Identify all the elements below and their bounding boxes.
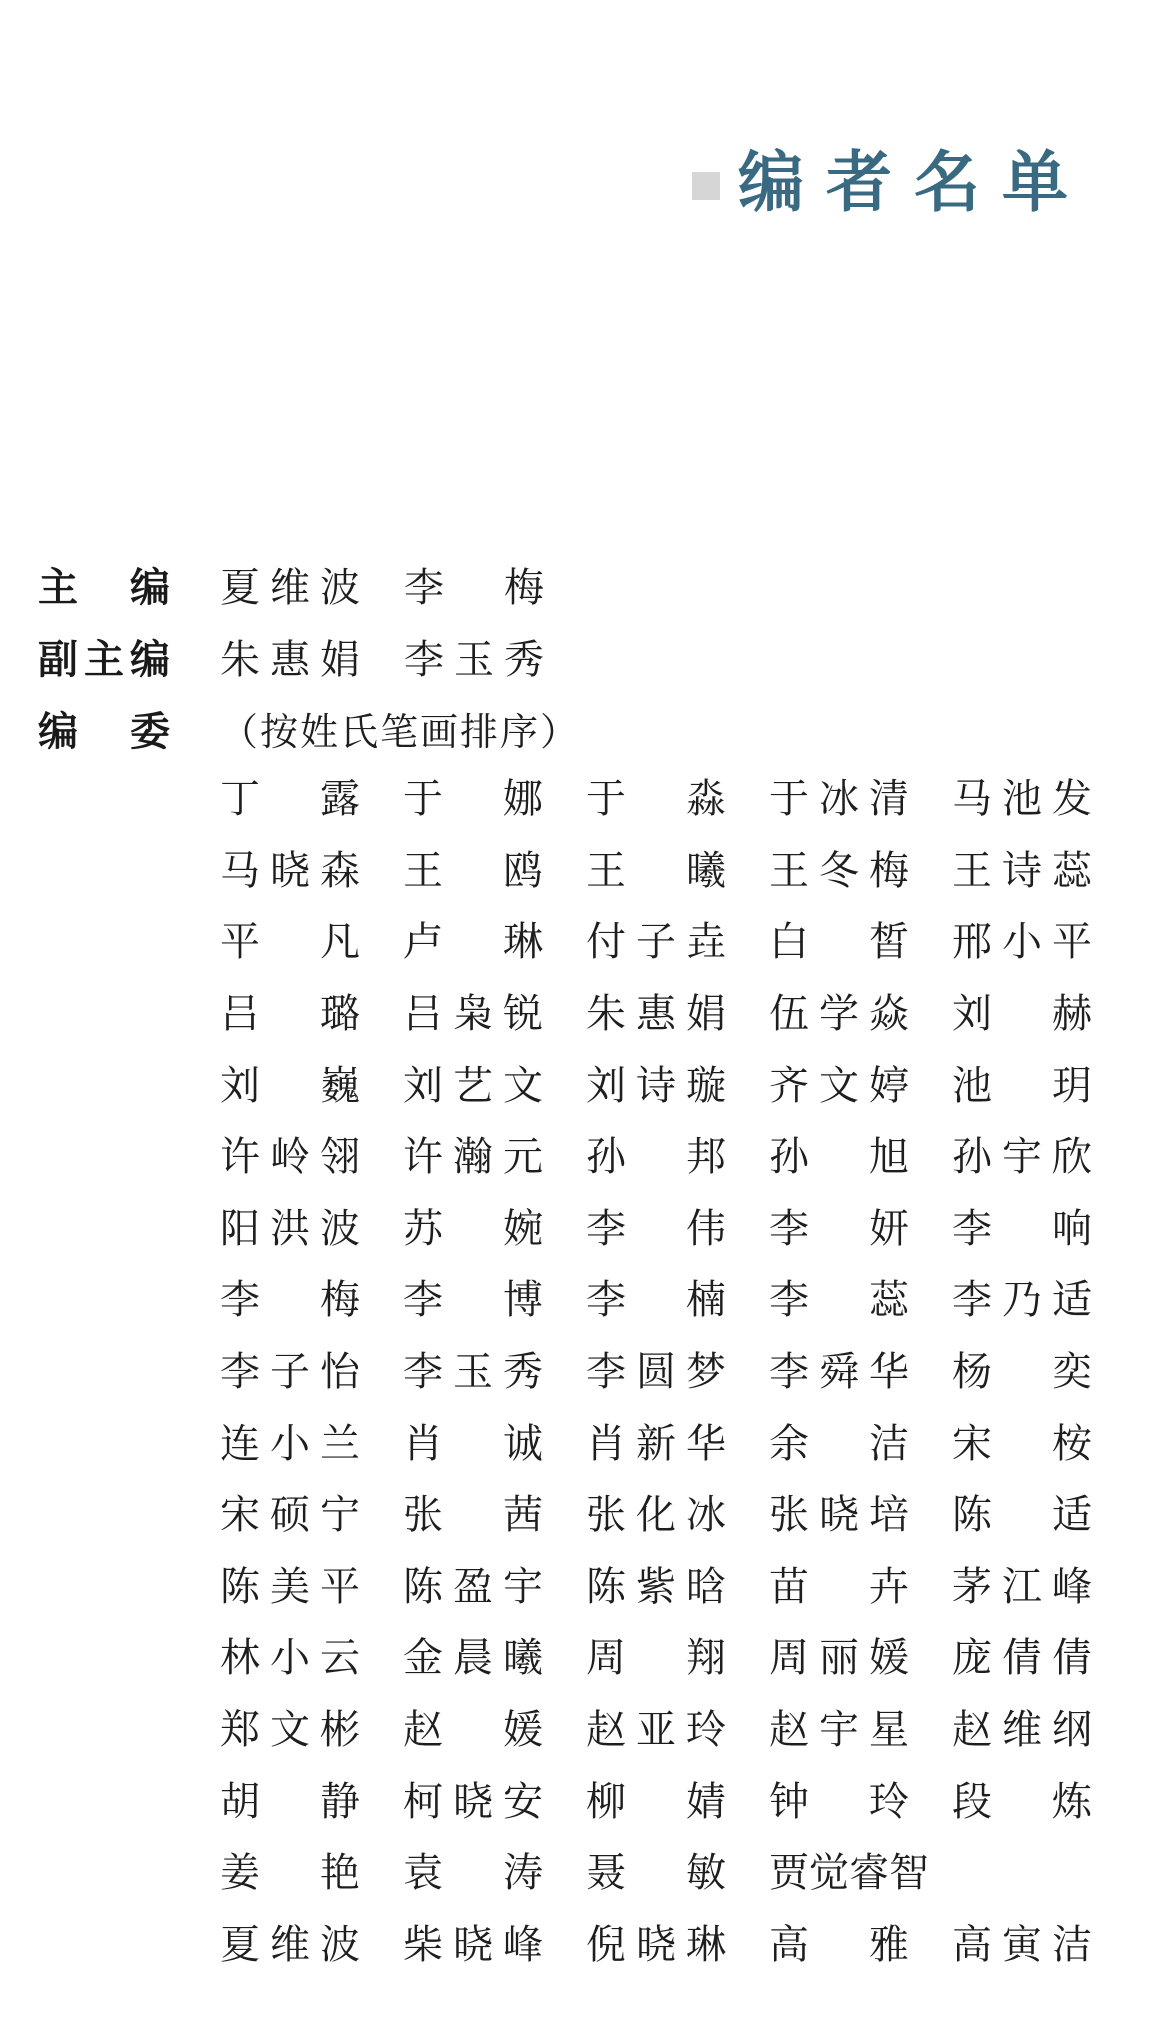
committee-member-name: 刘 赫 xyxy=(952,991,1092,1038)
committee-label: 编 委 xyxy=(38,708,170,755)
member-row xyxy=(220,975,1092,1047)
committee-member-name: 杨 奕 xyxy=(952,1349,1092,1396)
committee-member-name: 张 茜 xyxy=(403,1492,543,1539)
committee-member-name: 段 炼 xyxy=(952,1778,1092,1825)
committee-member-name: 王 冬 梅 xyxy=(769,847,909,894)
committee-member-name: 于 淼 xyxy=(586,776,726,823)
committee-member-name: 刘 诗 璇 xyxy=(586,1062,726,1109)
committee-member-name: 阳 洪 波 xyxy=(220,1205,360,1252)
deputy-chief-editor-names xyxy=(220,628,588,685)
committee-member-name: 李 舜 华 xyxy=(769,1349,909,1396)
committee-member-name: 于 冰 清 xyxy=(769,776,909,823)
committee-member-name: 柴 晓 峰 xyxy=(403,1921,543,1968)
committee-member-name: 马 池 发 xyxy=(952,776,1092,823)
committee-member-name: 陈 盈 宇 xyxy=(403,1563,543,1610)
committee-member-name: 胡 静 xyxy=(220,1778,360,1825)
committee-member-name: 孙 邦 xyxy=(586,1134,726,1181)
committee-member-name: 茅 江 峰 xyxy=(952,1563,1092,1610)
committee-member-name: 于 娜 xyxy=(403,776,543,823)
editor-name: 李 梅 xyxy=(404,564,544,611)
page-title: 编者名单 xyxy=(738,144,1090,221)
member-row xyxy=(220,1691,1092,1763)
committee-member-name: 王 鸥 xyxy=(403,847,543,894)
committee-member-name: 倪 晓 琳 xyxy=(586,1921,726,1968)
committee-member-name: 赵 媛 xyxy=(403,1707,543,1754)
committee-member-name: 贾觉睿智 xyxy=(769,1850,929,1897)
committee-member-name: 宋 桉 xyxy=(952,1420,1092,1467)
committee-member-name: 李 梅 xyxy=(220,1277,360,1324)
chief-editor-names xyxy=(220,556,588,613)
committee-member-name: 吕 璐 xyxy=(220,991,360,1038)
committee-member-name: 袁 涛 xyxy=(403,1850,543,1897)
committee-member-name: 郑 文 彬 xyxy=(220,1707,360,1754)
committee-member-name: 张 化 冰 xyxy=(586,1492,726,1539)
committee-member-name: 姜 艳 xyxy=(220,1850,360,1897)
member-row xyxy=(220,760,1092,832)
committee-member-name: 李 响 xyxy=(952,1205,1092,1252)
committee-member-name: 余 洁 xyxy=(769,1420,909,1467)
member-row xyxy=(220,1619,1092,1691)
committee-member-name: 孙 宇 欣 xyxy=(952,1134,1092,1181)
committee-member-name: 丁 露 xyxy=(220,776,360,823)
editor-name: 朱 惠 娟 xyxy=(220,636,360,683)
committee-member-name: 王 曦 xyxy=(586,847,726,894)
committee-member-name: 孙 旭 xyxy=(769,1134,909,1181)
member-row xyxy=(220,1548,1092,1620)
committee-member-name: 刘 巍 xyxy=(220,1062,360,1109)
committee-member-name: 许 瀚 元 xyxy=(403,1134,543,1181)
deputy-chief-editor-row xyxy=(38,620,588,692)
committee-member-name: 赵 亚 玲 xyxy=(586,1707,726,1754)
member-row xyxy=(220,1906,1092,1978)
chief-editor-row xyxy=(38,548,588,620)
committee-member-name: 高 寅 洁 xyxy=(952,1921,1092,1968)
committee-member-name: 宋 硕 宁 xyxy=(220,1492,360,1539)
committee-member-name: 李 圆 梦 xyxy=(586,1349,726,1396)
committee-member-name: 陈 适 xyxy=(952,1492,1092,1539)
committee-member-name: 肖 诚 xyxy=(403,1420,543,1467)
member-row xyxy=(220,1333,1092,1405)
committee-member-name: 刘 艺 文 xyxy=(403,1062,543,1109)
member-row xyxy=(220,903,1092,975)
committee-member-name: 聂 敏 xyxy=(586,1850,726,1897)
committee-member-name: 李 伟 xyxy=(586,1205,726,1252)
deputy-chief-editor-label: 副 主 编 xyxy=(38,636,170,683)
chief-editor-label: 主 编 xyxy=(38,564,170,611)
committee-member-name: 池 玥 xyxy=(952,1062,1092,1109)
member-row xyxy=(220,1404,1092,1476)
editor-name: 李 玉 秀 xyxy=(404,636,544,683)
committee-sort-note: （按姓氏笔画排序） xyxy=(220,709,581,754)
committee-member-name: 平 凡 xyxy=(220,919,360,966)
committee-member-name: 李 玉 秀 xyxy=(403,1349,543,1396)
committee-member-name: 陈 紫 晗 xyxy=(586,1563,726,1610)
committee-member-name: 李 蕊 xyxy=(769,1277,909,1324)
member-row xyxy=(220,1261,1092,1333)
committee-member-name: 李 子 怡 xyxy=(220,1349,360,1396)
committee-member-name: 吕 枭 锐 xyxy=(403,991,543,1038)
committee-member-name: 白 皙 xyxy=(769,919,909,966)
editor-roles xyxy=(38,548,588,764)
committee-member-name: 周 翔 xyxy=(586,1635,726,1682)
committee-member-list xyxy=(220,760,1092,1977)
committee-member-name: 苏 婉 xyxy=(403,1205,543,1252)
member-row xyxy=(220,1476,1092,1548)
committee-member-name: 柳 婧 xyxy=(586,1778,726,1825)
committee-member-name: 庞 倩 倩 xyxy=(952,1635,1092,1682)
committee-member-name: 邢 小 平 xyxy=(952,919,1092,966)
committee-member-name: 王 诗 蕊 xyxy=(952,847,1092,894)
title-square-icon xyxy=(692,172,720,200)
editor-name: 夏 维 波 xyxy=(220,564,360,611)
member-row xyxy=(220,1834,1092,1906)
committee-member-name: 林 小 云 xyxy=(220,1635,360,1682)
committee-member-name: 李 妍 xyxy=(769,1205,909,1252)
committee-member-name: 齐 文 婷 xyxy=(769,1062,909,1109)
committee-member-name: 许 岭 翎 xyxy=(220,1134,360,1181)
member-row xyxy=(220,1190,1092,1262)
member-row xyxy=(220,832,1092,904)
committee-member-name: 卢 琳 xyxy=(403,919,543,966)
committee-member-name: 周 丽 媛 xyxy=(769,1635,909,1682)
committee-member-name: 赵 宇 星 xyxy=(769,1707,909,1754)
committee-member-name: 李 楠 xyxy=(586,1277,726,1324)
committee-member-name: 李 乃 适 xyxy=(952,1277,1092,1324)
committee-member-name: 高 雅 xyxy=(769,1921,909,1968)
committee-member-name: 伍 学 焱 xyxy=(769,991,909,1038)
committee-member-name: 连 小 兰 xyxy=(220,1420,360,1467)
committee-member-name: 陈 美 平 xyxy=(220,1563,360,1610)
committee-member-name: 付 子 垚 xyxy=(586,919,726,966)
committee-member-name: 柯 晓 安 xyxy=(403,1778,543,1825)
committee-row xyxy=(38,692,588,764)
page-title-block xyxy=(692,144,1090,221)
member-row xyxy=(220,1118,1092,1190)
member-row xyxy=(220,1046,1092,1118)
committee-member-name: 夏 维 波 xyxy=(220,1921,360,1968)
committee-member-name: 赵 维 纲 xyxy=(952,1707,1092,1754)
committee-member-name: 肖 新 华 xyxy=(586,1420,726,1467)
committee-member-name: 金 晨 曦 xyxy=(403,1635,543,1682)
committee-member-name: 马 晓 森 xyxy=(220,847,360,894)
committee-member-name: 钟 玲 xyxy=(769,1778,909,1825)
committee-member-name: 朱 惠 娟 xyxy=(586,991,726,1038)
member-row xyxy=(220,1762,1092,1834)
committee-member-name: 张 晓 培 xyxy=(769,1492,909,1539)
committee-member-name: 李 博 xyxy=(403,1277,543,1324)
committee-member-name: 苗 卉 xyxy=(769,1563,909,1610)
